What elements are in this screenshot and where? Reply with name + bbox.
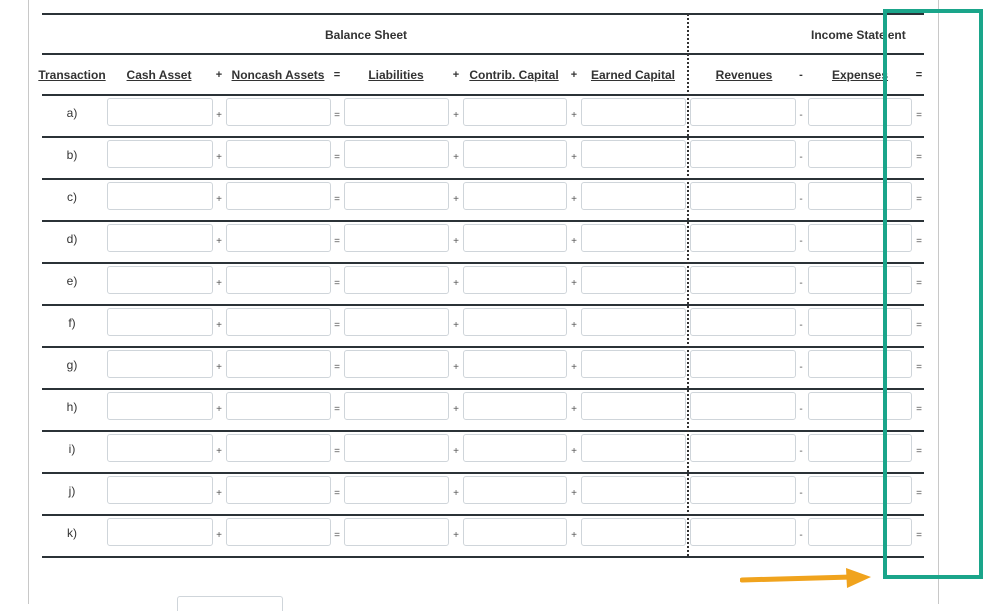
operator-plus-2: + (453, 278, 459, 289)
highlight-box (883, 9, 983, 579)
input-liabilities-j[interactable] (344, 476, 449, 504)
input-earned-capital-c[interactable] (581, 182, 686, 210)
operator-minus: - (799, 404, 803, 415)
row-rule (42, 556, 924, 558)
operator-equals-2: = (916, 446, 922, 457)
input-earned-capital-i[interactable] (581, 434, 686, 462)
operator-plus-1: + (216, 236, 222, 247)
operator-equals-2: = (916, 278, 922, 289)
input-cash-asset-f[interactable] (107, 308, 213, 336)
input-noncash-assets-c[interactable] (226, 182, 331, 210)
operator-plus-1: + (216, 446, 222, 457)
operator-minus: - (799, 488, 803, 499)
input-noncash-assets-h[interactable] (226, 392, 331, 420)
operator-equals-1: = (334, 320, 340, 331)
balance-sheet-header: Balance Sheet (325, 28, 408, 42)
row-rule (42, 304, 924, 306)
operator-equals-2: = (916, 362, 922, 373)
operator-minus: - (799, 152, 803, 163)
col-cash-asset: Cash Asset (126, 68, 192, 82)
col-earned-capital: Earned Capital (590, 68, 676, 82)
input-earned-capital-g[interactable] (581, 350, 686, 378)
input-noncash-assets-e[interactable] (226, 266, 331, 294)
input-revenues-k[interactable] (690, 518, 796, 546)
input-liabilities-g[interactable] (344, 350, 449, 378)
input-revenues-j[interactable] (690, 476, 796, 504)
input-revenues-b[interactable] (690, 140, 796, 168)
row-label-k: k) (67, 526, 77, 540)
input-revenues-d[interactable] (690, 224, 796, 252)
operator-plus-3: + (571, 404, 577, 415)
row-label-c: c) (67, 190, 77, 204)
row-label-b: b) (66, 148, 78, 162)
arrow-right-icon (740, 566, 874, 592)
operator-equals-1: = (334, 194, 340, 205)
input-earned-capital-b[interactable] (581, 140, 686, 168)
row-label-h: h) (66, 400, 78, 414)
operator-minus: - (799, 110, 803, 121)
input-noncash-assets-k[interactable] (226, 518, 331, 546)
row-rule (42, 388, 924, 390)
col-noncash-assets: Noncash Assets (231, 68, 325, 82)
header-rule (42, 53, 924, 55)
operator-equals-2: = (916, 488, 922, 499)
input-contrib-capital-i[interactable] (463, 434, 567, 462)
input-contrib-capital-c[interactable] (463, 182, 567, 210)
operator-plus-2: + (453, 404, 459, 415)
input-earned-capital-h[interactable] (581, 392, 686, 420)
input-liabilities-f[interactable] (344, 308, 449, 336)
input-contrib-capital-d[interactable] (463, 224, 567, 252)
top-rule (42, 13, 924, 15)
input-contrib-capital-h[interactable] (463, 392, 567, 420)
operator-plus-1: + (216, 194, 222, 205)
input-liabilities-e[interactable] (344, 266, 449, 294)
operator-equals-1: = (334, 488, 340, 499)
operator-plus-3: + (571, 446, 577, 457)
input-contrib-capital-j[interactable] (463, 476, 567, 504)
row-label-d: d) (66, 232, 78, 246)
op-header-plus-1: + (215, 69, 223, 81)
input-contrib-capital-e[interactable] (463, 266, 567, 294)
operator-minus: - (799, 278, 803, 289)
operator-minus: - (799, 320, 803, 331)
balance-income-divider (687, 14, 689, 556)
operator-minus: - (799, 530, 803, 541)
operator-equals-1: = (334, 446, 340, 457)
op-header-plus-3: + (570, 69, 578, 81)
col-revenues: Revenues (715, 68, 773, 82)
operator-equals-2: = (916, 530, 922, 541)
operator-plus-1: + (216, 488, 222, 499)
input-contrib-capital-k[interactable] (463, 518, 567, 546)
operator-minus: - (799, 362, 803, 373)
input-contrib-capital-g[interactable] (463, 350, 567, 378)
op-header-plus-2: + (452, 69, 460, 81)
input-cash-asset-j[interactable] (107, 476, 213, 504)
operator-minus: - (799, 194, 803, 205)
operator-equals-2: = (916, 194, 922, 205)
input-noncash-assets-g[interactable] (226, 350, 331, 378)
operator-minus: - (799, 236, 803, 247)
income-statement-header-tail: ent (887, 28, 906, 42)
row-label-j: j) (68, 484, 76, 498)
input-cash-asset-i[interactable] (107, 434, 213, 462)
operator-plus-1: + (216, 362, 222, 373)
input-revenues-e[interactable] (690, 266, 796, 294)
operator-plus-3: + (571, 278, 577, 289)
input-revenues-a[interactable] (690, 98, 796, 126)
row-label-e: e) (66, 274, 78, 288)
input-earned-capital-j[interactable] (581, 476, 686, 504)
row-rule (42, 430, 924, 432)
row-rule (42, 514, 924, 516)
input-cash-asset-b[interactable] (107, 140, 213, 168)
col-transaction: Transaction (38, 68, 106, 82)
input-cash-asset-d[interactable] (107, 224, 213, 252)
input-liabilities-i[interactable] (344, 434, 449, 462)
operator-plus-1: + (216, 530, 222, 541)
input-contrib-capital-b[interactable] (463, 140, 567, 168)
input-noncash-assets-d[interactable] (226, 224, 331, 252)
col-contrib-capital: Contrib. Capital (469, 68, 559, 82)
col-expenses: Expenses (831, 68, 889, 82)
input-noncash-assets-f[interactable] (226, 308, 331, 336)
row-label-g: g) (66, 358, 78, 372)
input-revenues-g[interactable] (690, 350, 796, 378)
operator-equals-1: = (334, 110, 340, 121)
operator-equals-1: = (334, 530, 340, 541)
operator-plus-1: + (216, 152, 222, 163)
operator-plus-2: + (453, 488, 459, 499)
operator-minus: - (799, 446, 803, 457)
input-liabilities-c[interactable] (344, 182, 449, 210)
row-rule (42, 178, 924, 180)
row-label-i: i) (68, 442, 76, 456)
operator-plus-3: + (571, 110, 577, 121)
input-noncash-assets-j[interactable] (226, 476, 331, 504)
row-label-f: f) (68, 316, 76, 330)
input-revenues-c[interactable] (690, 182, 796, 210)
op-header-equals-2: = (915, 69, 923, 81)
operator-plus-2: + (453, 110, 459, 121)
input-liabilities-h[interactable] (344, 392, 449, 420)
input-earned-capital-d[interactable] (581, 224, 686, 252)
operator-plus-3: + (571, 152, 577, 163)
operator-plus-2: + (453, 446, 459, 457)
input-noncash-assets-b[interactable] (226, 140, 331, 168)
operator-plus-2: + (453, 320, 459, 331)
operator-plus-3: + (571, 236, 577, 247)
operator-plus-2: + (453, 152, 459, 163)
column-header-rule (42, 94, 924, 96)
operator-plus-1: + (216, 110, 222, 121)
row-rule (42, 220, 924, 222)
input-cash-asset-h[interactable] (107, 392, 213, 420)
row-rule (42, 472, 924, 474)
operator-plus-2: + (453, 362, 459, 373)
input-cash-asset-e[interactable] (107, 266, 213, 294)
operator-equals-2: = (916, 320, 922, 331)
input-liabilities-a[interactable] (344, 98, 449, 126)
operator-equals-1: = (334, 278, 340, 289)
input-revenues-h[interactable] (690, 392, 796, 420)
operator-plus-3: + (571, 362, 577, 373)
input-revenues-f[interactable] (690, 308, 796, 336)
op-header-equals-1: = (333, 69, 341, 81)
input-contrib-capital-a[interactable] (463, 98, 567, 126)
row-rule (42, 262, 924, 264)
input-liabilities-b[interactable] (344, 140, 449, 168)
input-liabilities-d[interactable] (344, 224, 449, 252)
input-earned-capital-e[interactable] (581, 266, 686, 294)
operator-equals-1: = (334, 236, 340, 247)
input-noncash-assets-i[interactable] (226, 434, 331, 462)
input-earned-capital-f[interactable] (581, 308, 686, 336)
operator-plus-2: + (453, 236, 459, 247)
input-noncash-assets-a[interactable] (226, 98, 331, 126)
operator-equals-2: = (916, 404, 922, 415)
input-cash-asset-c[interactable] (107, 182, 213, 210)
operator-equals-2: = (916, 236, 922, 247)
input-earned-capital-k[interactable] (581, 518, 686, 546)
income-statement-header-text: Income State (811, 28, 886, 42)
operator-plus-3: + (571, 320, 577, 331)
operator-plus-3: + (571, 530, 577, 541)
input-cash-asset-k[interactable] (107, 518, 213, 546)
operator-plus-2: + (453, 194, 459, 205)
operator-plus-1: + (216, 278, 222, 289)
operator-plus-1: + (216, 320, 222, 331)
row-label-a: a) (66, 106, 78, 120)
input-cash-asset-a[interactable] (107, 98, 213, 126)
input-earned-capital-a[interactable] (581, 98, 686, 126)
operator-plus-3: + (571, 194, 577, 205)
col-liabilities: Liabilities (368, 68, 424, 82)
input-liabilities-k[interactable] (344, 518, 449, 546)
input-revenues-i[interactable] (690, 434, 796, 462)
op-header-minus: - (799, 69, 803, 81)
row-rule (42, 136, 924, 138)
operator-plus-3: + (571, 488, 577, 499)
operator-equals-2: = (916, 152, 922, 163)
row-rule (42, 346, 924, 348)
input-cash-asset-g[interactable] (107, 350, 213, 378)
operator-equals-1: = (334, 362, 340, 373)
input-contrib-capital-f[interactable] (463, 308, 567, 336)
operator-equals-1: = (334, 404, 340, 415)
page-left-border (28, 0, 29, 604)
operator-plus-1: + (216, 404, 222, 415)
operator-plus-2: + (453, 530, 459, 541)
operator-equals-1: = (334, 152, 340, 163)
operator-equals-2: = (916, 110, 922, 121)
